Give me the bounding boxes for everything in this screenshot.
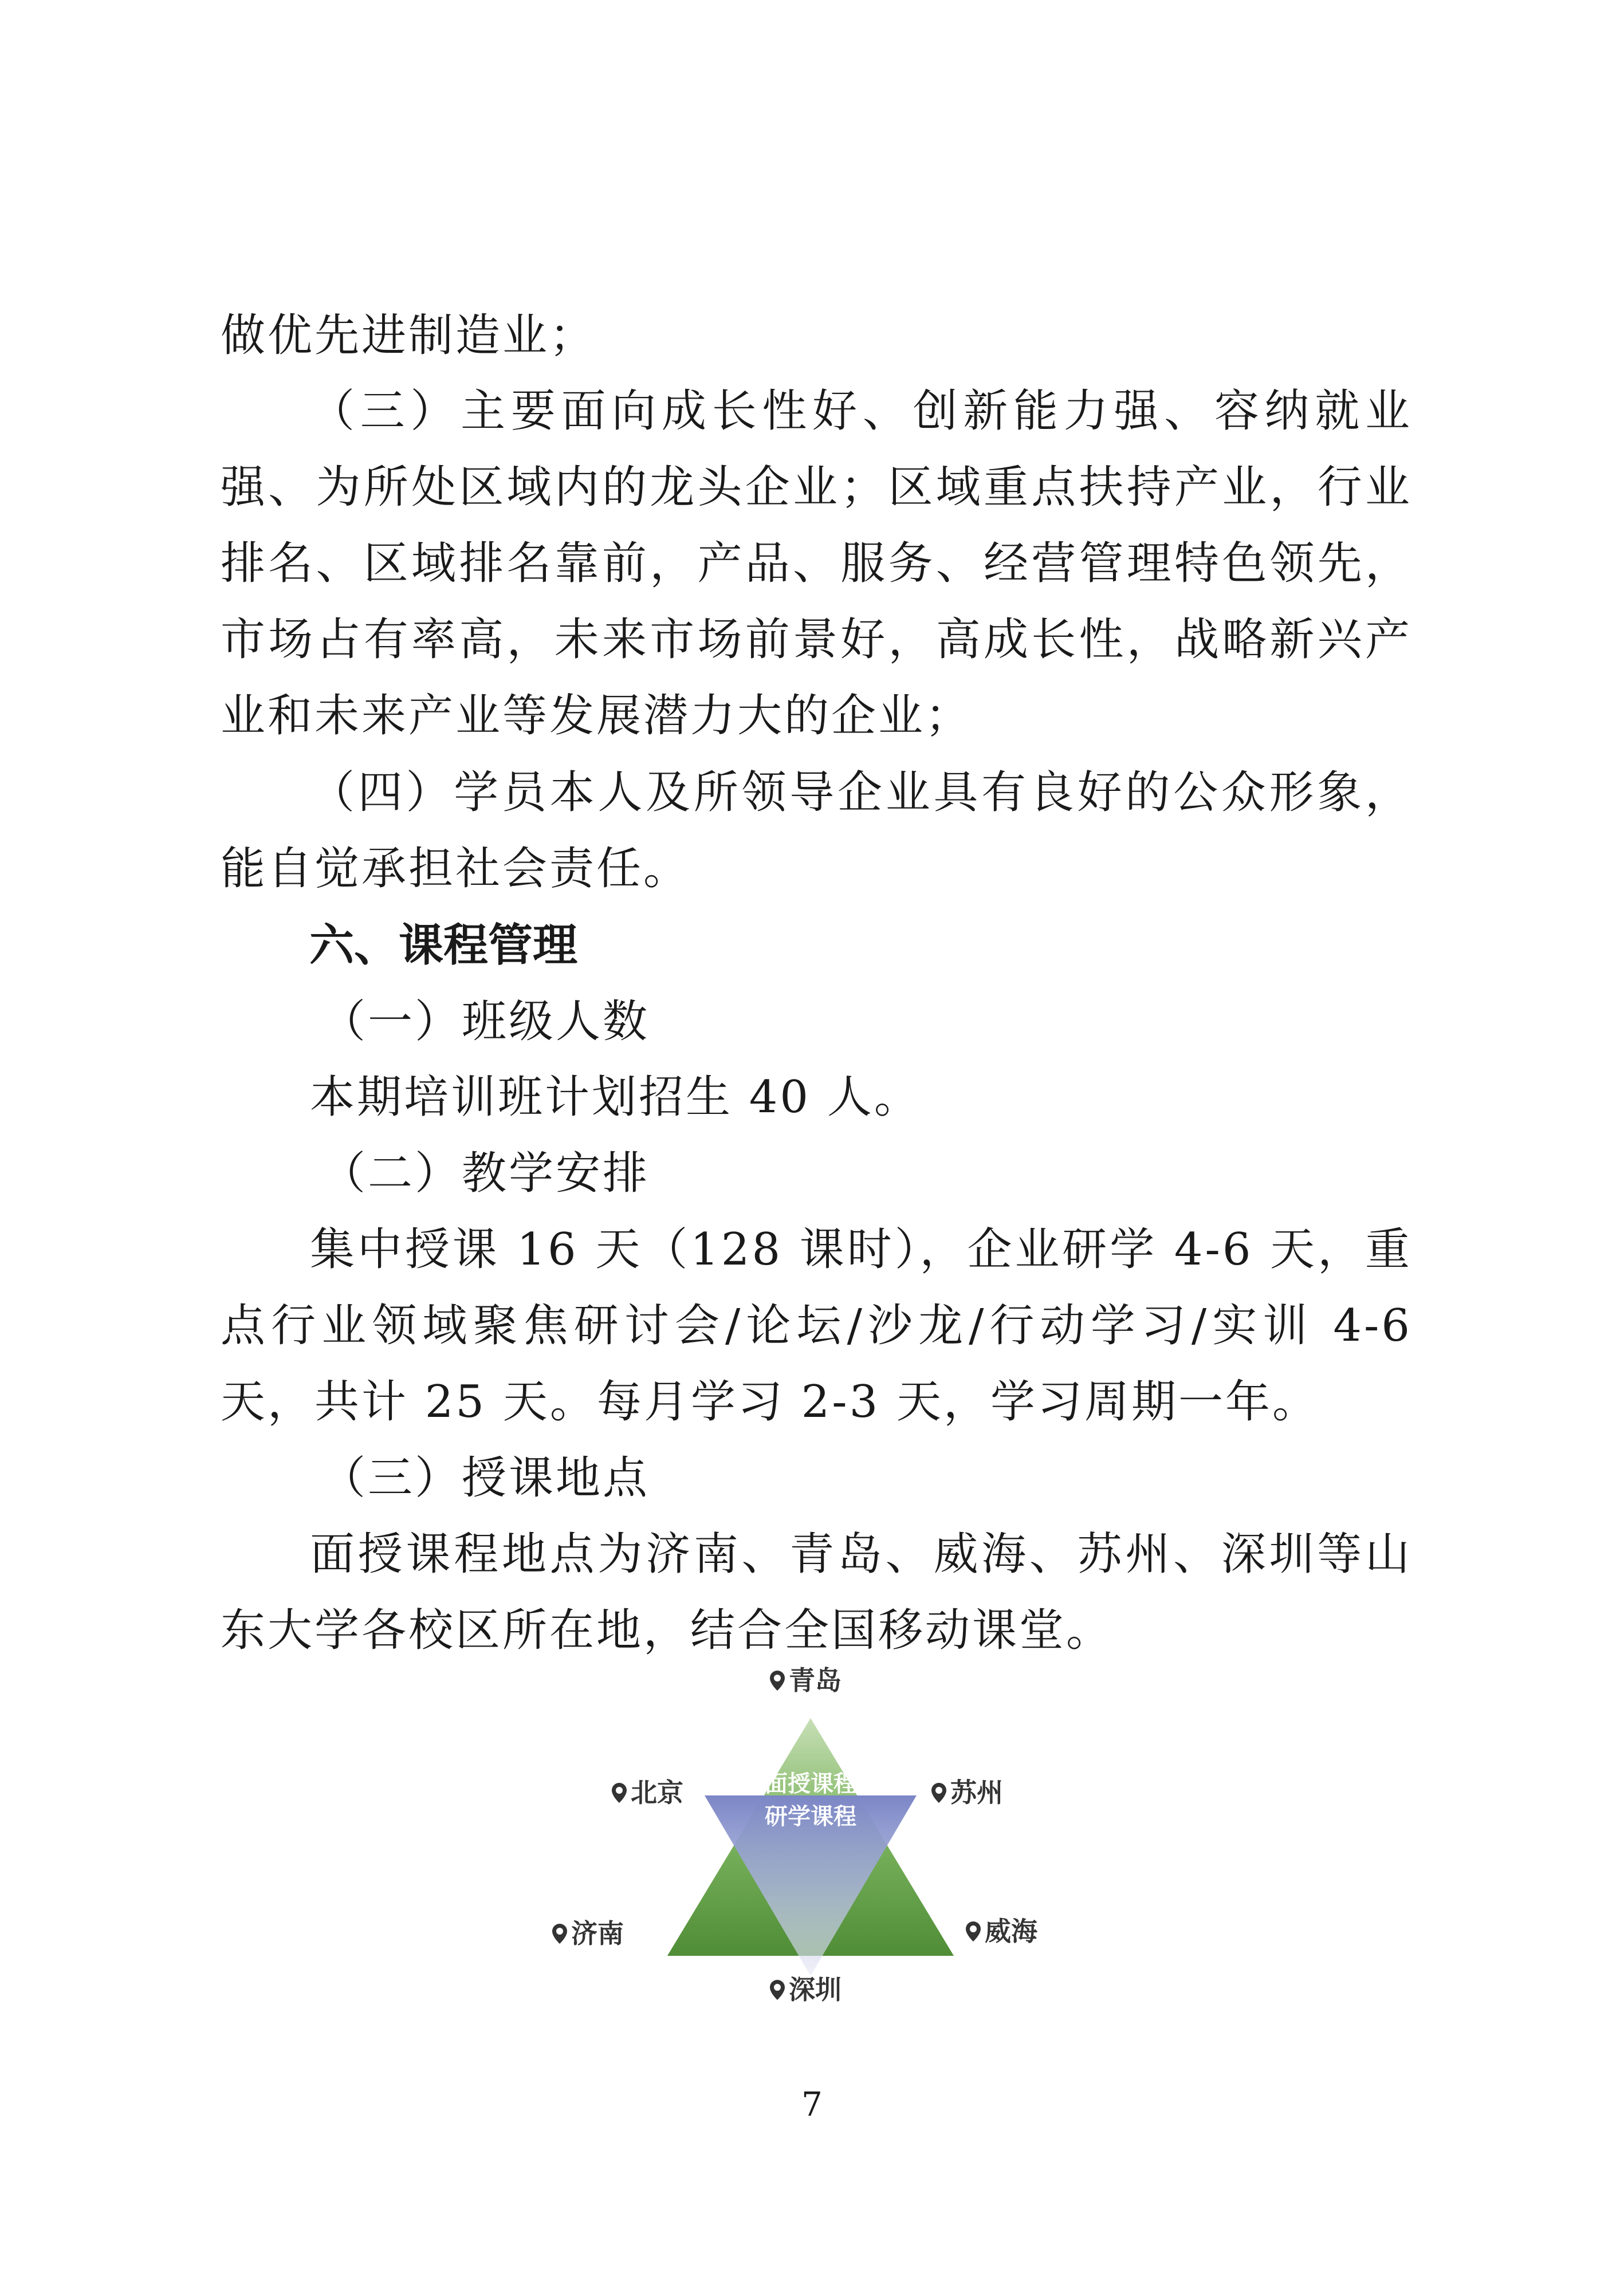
- city-marker-left-upper: [612, 1777, 683, 1808]
- location-pin-icon: [770, 1671, 785, 1691]
- location-pin-icon: [552, 1924, 567, 1944]
- city-label: 深圳: [789, 1974, 842, 2005]
- location-pin-icon: [966, 1921, 981, 1941]
- paragraph-continuation: 做优先进制造业；: [221, 310, 597, 361]
- subheading-location: （三）授课地点: [321, 1452, 650, 1504]
- location-pin-icon: [612, 1783, 627, 1803]
- location-pin-icon: [931, 1783, 946, 1803]
- paragraph-schedule: 集中授课 16 天（128 课时），企业研学 4-6 天，重点行业领域聚焦研讨会/论坛/沙龙/行动学习/实训 4-6 天，共计 25 天。每月学习 2-3 天，学习周期一年。: [221, 1224, 1412, 1428]
- paragraph-location: 面授课程地点为济南、青岛、威海、苏州、深圳等山东大学各校区所在地，结合全国移动课堂。: [221, 1529, 1412, 1656]
- page-number: 7: [801, 2085, 823, 2124]
- paragraph-class-size: 本期培训班计划招生 40 人。: [310, 1072, 921, 1123]
- city-marker-bottom: [770, 1974, 842, 2005]
- course-location-diagram: [538, 1655, 1083, 2022]
- paragraph-criteria-4: （四）学员本人及所领导企业具有良好的公众形象，能自觉承担社会责任。: [221, 767, 1412, 895]
- city-marker-left-lower: [552, 1918, 624, 1949]
- city-label: 济南: [571, 1918, 624, 1949]
- up-triangle-label: 面授课程: [765, 1771, 856, 1797]
- city-marker-right-upper: [931, 1777, 1003, 1808]
- city-label: 威海: [985, 1916, 1037, 1947]
- city-marker-right-lower: [966, 1916, 1037, 1947]
- subheading-class-size: （一）班级人数: [321, 996, 650, 1047]
- subheading-schedule: （二）教学安排: [321, 1148, 650, 1199]
- city-label: 北京: [631, 1777, 683, 1808]
- city-marker-top: [770, 1665, 842, 1696]
- section-heading: 六、课程管理: [309, 920, 578, 971]
- location-pin-icon: [770, 1980, 785, 2000]
- down-triangle-label: 研学课程: [765, 1803, 856, 1830]
- city-label: 苏州: [950, 1777, 1003, 1808]
- paragraph-criteria-3: （三）主要面向成长性好、创新能力强、容纳就业强、为所处区域内的龙头企业；区域重点扶持产业，行业排名、区域排名靠前，产品、服务、经营管理特色领先，市场占有率高，未来市场前景好，高成长性，战略新兴产业和未来产业等发展潜力大的企业；: [221, 385, 1412, 742]
- city-label: 青岛: [789, 1665, 842, 1696]
